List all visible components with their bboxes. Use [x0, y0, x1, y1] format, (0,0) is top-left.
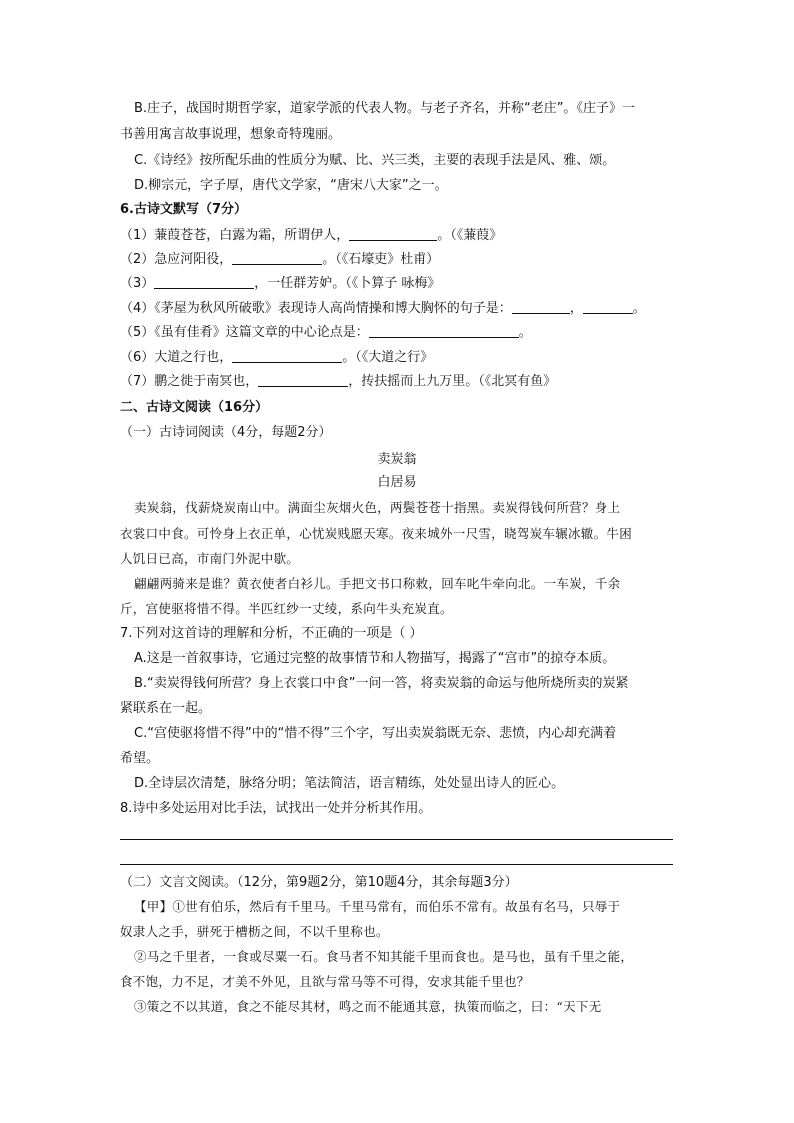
answer-blank[interactable] [232, 348, 342, 363]
q6-item-3: （3） ，一任群芳妒。（《卜算子 咏梅》 [120, 276, 441, 291]
q7-option-d: D.全诗层次清楚，脉络分明；笔法简洁，语言精练，处处显出诗人的匠心。 [134, 776, 565, 791]
option-d: D.柳宗元，字子厚，唐代文学家，“唐宋八大家”之一。 [134, 178, 448, 193]
q7-option-c-line1: C.“宫使驱将惜不得”中的“惜不得”三个字，写出卖炭翁既无奈、悲愤，内心却充满着 [134, 726, 617, 741]
option-b-line1: B.庄子，战国时期哲学家，道家学派的代表人物。与老子齐名，并称“老庄”。《庄子》一 [134, 101, 636, 116]
q7-option-b-line2: 紧联系在一起。 [120, 701, 212, 716]
q6-item-6: （6）大道之行也， 。（《大道之行》 [120, 350, 434, 365]
answer-blank[interactable] [349, 226, 437, 241]
subsection-2-title: （二）文言文阅读。（12分，第9题2分，第10题4分，其余每题3分） [120, 875, 518, 890]
q6-item-5: （5）《虽有佳肴》这篇文章的中心论点是： 。 [120, 325, 532, 340]
answer-line[interactable] [120, 839, 673, 840]
option-b-line2: 书善用寓言故事说理，想象奇特瑰丽。 [120, 127, 342, 142]
answer-blank[interactable] [369, 323, 519, 338]
prose-p1-line1: 【甲】①世有伯乐，然后有千里马。千里马常有，而伯乐不常有。故虽有名马，只辱于 [134, 899, 621, 914]
poem-author: 白居易 [377, 475, 417, 490]
poem-p1-line3: 人饥日已高，市南门外泥中歇。 [120, 551, 300, 566]
q6-item-2: （2）急应河阳役， 。（《石壕吏》杜甫） [120, 252, 440, 267]
poem-p1-line2: 衣裳口中食。可怜身上衣正单，心忧炭贱愿天寒。夜来城外一尺雪，晓驾炭车辗冰辙。牛困 [120, 526, 633, 541]
question-8: 8.诗中多处运用对比手法，试找出一处并分析其作用。 [120, 801, 432, 816]
q6-item-4: （4）《茅屋为秋风所破歌》表现诗人高尚情操和博大胸怀的句子是： ， 。 [120, 301, 646, 316]
answer-line[interactable] [120, 864, 673, 865]
section-2-title: 二、古诗文阅读（16分） [120, 400, 269, 415]
prose-p3-line1: ③策之不以其道，食之不能尽其材，鸣之而不能通其意，执策而临之，曰：“天下无 [134, 999, 602, 1014]
prose-p2-line1: ②马之千里者，一食或尽粟一石。食马者不知其能千里而食也。是马也，虽有千里之能， [134, 949, 634, 964]
option-c: C.《诗经》按所配乐曲的性质分为赋、比、兴三类，主要的表现手法是风、雅、颂。 [134, 153, 616, 168]
poem-p1-line1: 卖炭翁，伐薪烧炭南山中。满面尘灰烟火色，两鬓苍苍十指黑。卖炭得钱何所营？身上 [134, 500, 621, 515]
prose-p1-line2: 奴隶人之手，骈死于槽枥之间，不以千里称也。 [120, 924, 389, 939]
q7-option-c-line2: 希望。 [120, 751, 160, 766]
question-7-stem: 7.下列对这首诗的理解和分析，不正确的一项是（ ） [120, 626, 423, 641]
question-6-title: 6.古诗文默写（7分） [120, 202, 248, 217]
subsection-1-title: （一）古诗词阅读（4分，每题2分） [120, 425, 332, 440]
poem-title: 卖炭翁 [377, 452, 417, 467]
poem-p2-line1: 翩翩两骑来是谁？黄衣使者白衫儿。手把文书口称敕，回车叱牛牵向北。一车炭，千余 [134, 576, 621, 591]
q7-option-b-line1: B.“卖炭得钱何所营？身上衣裳口中食”一问一答，将卖炭翁的命运与他所烧所卖的炭紧 [134, 676, 629, 691]
answer-blank[interactable] [583, 299, 633, 314]
answer-blank[interactable] [258, 372, 348, 387]
answer-blank[interactable] [232, 250, 322, 265]
q6-item-1: （1）蒹葭苍苍，白露为霜，所谓伊人， 。（《蒹葭》 [120, 228, 503, 243]
prose-p2-line2: 食不饱，力不足，才美不外见，且欲与常马等不可得，安求其能千里也？ [120, 974, 530, 989]
answer-blank[interactable] [154, 274, 254, 289]
q7-option-a: A.这是一首叙事诗，它通过完整的故事情节和人物描写，揭露了“宫市”的掠夺本质。 [134, 651, 616, 666]
answer-blank[interactable] [512, 299, 570, 314]
poem-p2-line2: 斤，宫使驱将惜不得。半匹红纱一丈绫，系向牛头充炭直。 [120, 601, 453, 616]
q6-item-7: （7）鹏之徙于南冥也， ，抟扶摇而上九万里。（《北冥有鱼》 [120, 374, 557, 389]
